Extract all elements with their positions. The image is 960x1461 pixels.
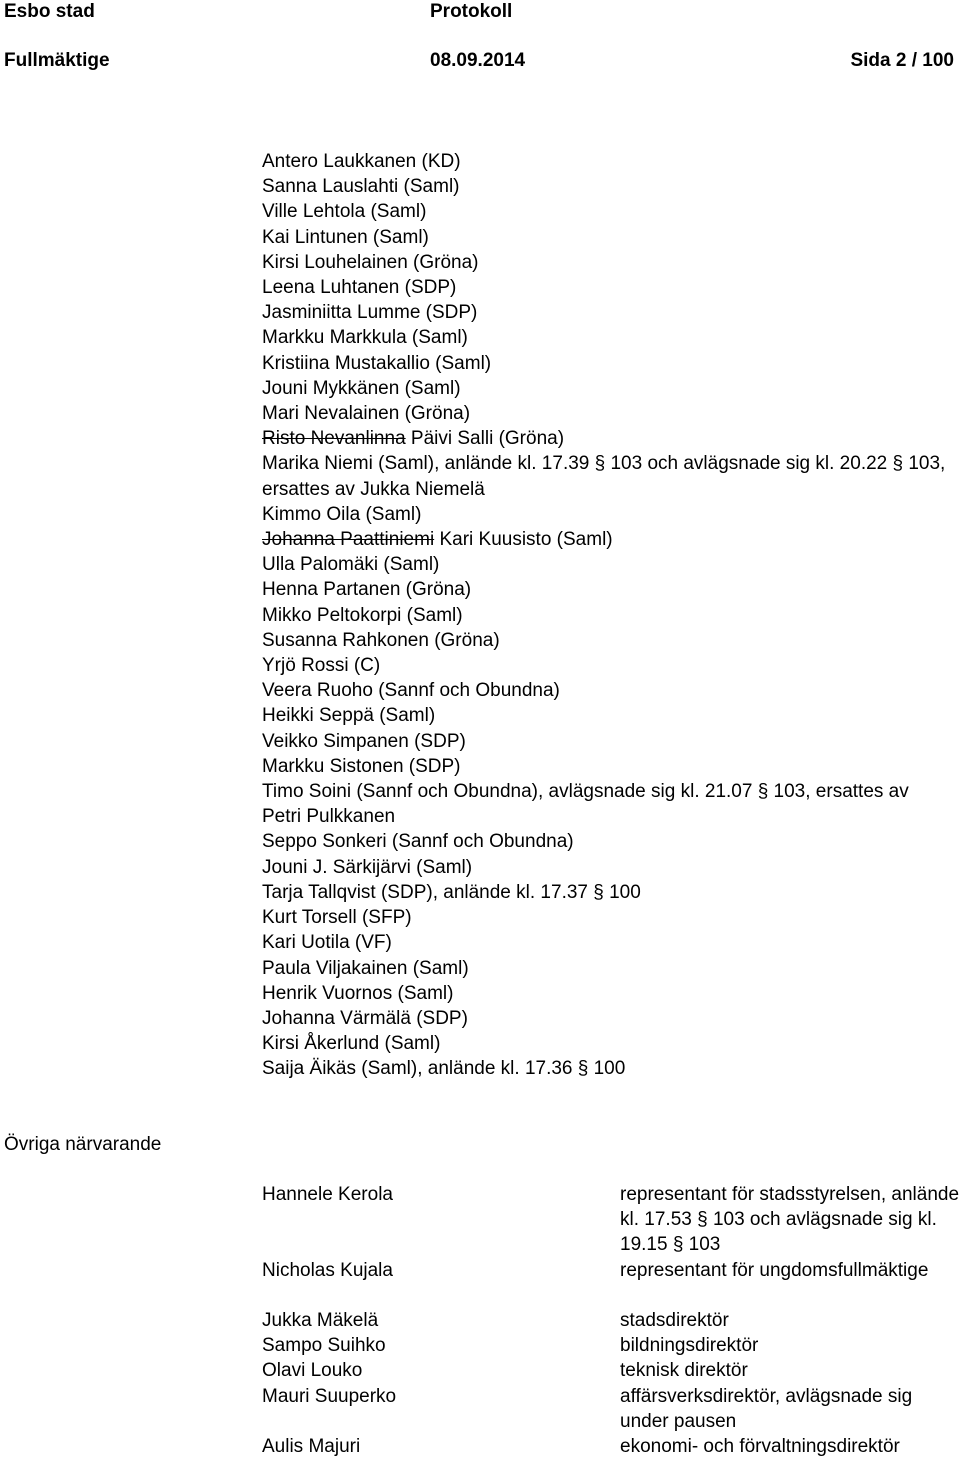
member-text: Paula Viljakainen (Saml) [262, 957, 469, 979]
member-text: Ulla Palomäki (Saml) [262, 554, 440, 576]
member-row [262, 502, 952, 527]
member-row [262, 653, 952, 678]
member-text: Kirsi Louhelainen (Gröna) [262, 251, 479, 273]
member-text: Päivi Salli (Gröna) [410, 428, 565, 450]
member-text: Kimmo Oila (Saml) [262, 503, 422, 525]
member-row [262, 880, 952, 905]
member-row [262, 1031, 952, 1056]
other-person-role: stadsdirektör [620, 1310, 729, 1331]
member-text: Yrjö Rossi (C) [262, 655, 381, 677]
member-text: Mari Nevalainen (Gröna) [262, 403, 471, 425]
member-row [262, 275, 952, 300]
member-text: Jouni J. Särkijärvi (Saml) [262, 856, 473, 878]
member-text: Antero Laukkanen (KD) [262, 151, 461, 172]
member-text: Kari Uotila (VF) [262, 932, 392, 954]
member-row [262, 351, 952, 376]
member-row [262, 174, 952, 199]
member-text: Timo Soini (Sannf och Obundna), avlägsnade sig kl. 21.07 § 103, ersattes av Petri Pulkkanen [262, 781, 909, 828]
member-text: Markku Sistonen (SDP) [262, 755, 461, 777]
member-row [262, 300, 952, 325]
document-type: Protokoll [430, 1, 513, 22]
member-text: Veera Ruoho (Sannf och Obundna) [262, 680, 560, 702]
member-text: Marika Niemi (Saml), anlände kl. 17.39 § 103 och avlägsnade sig kl. 20.22 § 103, ersattes av Jukka Niemelä [262, 453, 946, 500]
struck-member-name: Johanna Paattiniemi [262, 529, 435, 551]
other-person-name: Hannele Kerola [262, 1184, 393, 1205]
member-text: Saija Äikäs (Saml), anlände kl. 17.36 § 100 [262, 1058, 626, 1080]
member-row [262, 451, 952, 501]
organization-name: Esbo stad [4, 1, 95, 22]
member-row [262, 678, 952, 703]
member-text: Markku Markkula (Saml) [262, 327, 468, 349]
governing-body: Fullmäktige [4, 50, 110, 71]
other-person-name: Jukka Mäkelä [262, 1310, 379, 1331]
member-row [262, 426, 952, 451]
others-section-title: Övriga närvarande [4, 1134, 162, 1155]
member-row [262, 855, 952, 880]
member-row [262, 552, 952, 577]
member-list [262, 149, 952, 1082]
other-person-role: representant för ungdomsfullmäktige [620, 1260, 929, 1281]
other-person-name: Sampo Suihko [262, 1335, 386, 1356]
member-row [262, 729, 952, 754]
member-row [262, 628, 952, 653]
member-row [262, 325, 952, 350]
member-text: Kurt Torsell (SFP) [262, 907, 412, 929]
member-text: Susanna Rahkonen (Gröna) [262, 629, 500, 651]
member-text: Kai Lintunen (Saml) [262, 226, 429, 248]
member-text: Jasminiitta Lumme (SDP) [262, 302, 478, 324]
member-row [262, 1056, 952, 1081]
member-text: Kristiina Mustakallio (Saml) [262, 352, 492, 374]
member-row [262, 703, 952, 728]
other-person-role: teknisk direktör [620, 1360, 748, 1381]
member-row [262, 603, 952, 628]
other-person-role: affärsverksdirektör, avlägsnade sig under pausen [620, 1386, 913, 1433]
other-person-role: bildningsdirektör [620, 1335, 759, 1356]
member-row [262, 225, 952, 250]
member-text: Henna Partanen (Gröna) [262, 579, 472, 601]
member-row [262, 250, 952, 275]
member-text: Seppo Sonkeri (Sannf och Obundna) [262, 831, 574, 853]
member-text: Veikko Simpanen (SDP) [262, 730, 466, 752]
member-text: Kirsi Åkerlund (Saml) [262, 1033, 441, 1055]
other-person-name: Nicholas Kujala [262, 1260, 393, 1281]
member-row [262, 956, 952, 981]
other-person-role: representant för stadsstyrelsen, anlände kl. 17.53 § 103 och avlägsnade sig kl. 19.15 § 103 [620, 1184, 960, 1256]
member-row [262, 779, 952, 829]
other-person-name: Olavi Louko [262, 1360, 363, 1381]
member-text: Kari Kuusisto (Saml) [439, 529, 613, 551]
meeting-date: 08.09.2014 [430, 50, 526, 71]
member-row [262, 981, 952, 1006]
member-text: Johanna Värmälä (SDP) [262, 1007, 468, 1029]
member-row [262, 401, 952, 426]
member-text: Mikko Peltokorpi (Saml) [262, 604, 463, 626]
struck-member-name: Risto Nevanlinna [262, 428, 406, 450]
page-number: Sida 2 / 100 [850, 50, 954, 71]
member-row [262, 930, 952, 955]
member-row [262, 527, 952, 552]
member-row [262, 905, 952, 930]
member-row [262, 577, 952, 602]
member-row [262, 1006, 952, 1031]
member-text: Sanna Lauslahti (Saml) [262, 176, 460, 198]
member-text: Heikki Seppä (Saml) [262, 705, 436, 727]
member-row [262, 199, 952, 224]
other-person-role: ekonomi- och förvaltningsdirektör [620, 1436, 900, 1457]
member-text: Leena Luhtanen (SDP) [262, 277, 457, 299]
member-text: Ville Lehtola (Saml) [262, 201, 427, 223]
member-row [262, 376, 952, 401]
member-text: Tarja Tallqvist (SDP), anlände kl. 17.37 § 100 [262, 881, 641, 903]
member-row [262, 149, 952, 174]
other-person-name: Mauri Suuperko [262, 1386, 397, 1407]
member-row [262, 829, 952, 854]
other-person-name: Aulis Majuri [262, 1436, 361, 1457]
member-text: Jouni Mykkänen (Saml) [262, 377, 461, 399]
member-text: Henrik Vuornos (Saml) [262, 982, 454, 1004]
member-row [262, 754, 952, 779]
